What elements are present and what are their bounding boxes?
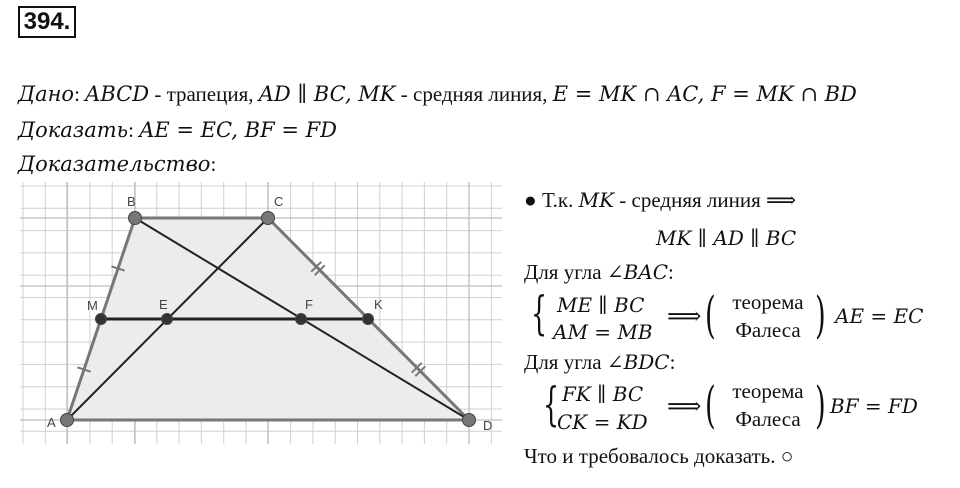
case1-result: AE = EC xyxy=(835,304,924,328)
proof-text-2: - средняя линия ⟹ xyxy=(614,188,797,212)
case1-row2: AM = MB xyxy=(553,320,653,344)
case2-paren-close: ) xyxy=(815,376,826,434)
label-c: C xyxy=(274,194,284,209)
case1-angle: ∠BAC xyxy=(606,260,669,284)
given-parallel: AD ∥ BC, MK xyxy=(258,82,396,106)
prove-statement: AE = EC, BF = FD xyxy=(139,118,338,142)
point-c xyxy=(262,212,275,225)
label-a: A xyxy=(47,415,56,430)
case1-title-text: Для угла xyxy=(524,260,607,284)
problem-number: 394. xyxy=(18,6,76,38)
proof-heading: Доказательство: xyxy=(18,152,217,176)
proof-line-1 xyxy=(524,188,796,213)
case1-theorem-2: Фалеса xyxy=(735,318,801,342)
point-b xyxy=(129,212,142,225)
case2-result: BF = FD xyxy=(830,394,918,418)
case2-angle: ∠BDC xyxy=(606,350,670,374)
case2-brace: { xyxy=(543,377,560,431)
case1-paren-open: ( xyxy=(705,286,716,344)
case1-row1: ME ∥ BC xyxy=(557,293,645,317)
label-k: K xyxy=(374,297,383,312)
point-k xyxy=(363,314,374,325)
case2-row1: FK ∥ BC xyxy=(562,382,644,406)
case2-paren-open: ( xyxy=(705,376,716,434)
label-d: D xyxy=(483,418,493,433)
label-m: M xyxy=(87,298,98,313)
case2-theorem-1: теорема xyxy=(732,379,804,403)
prove-line: Доказать: AE = EC, BF = FD xyxy=(18,118,338,142)
label-f: F xyxy=(305,297,313,312)
proof-mk: MK xyxy=(578,188,615,212)
trapezoid-figure xyxy=(20,182,502,444)
case1-title xyxy=(524,260,674,285)
case2-row2: CK = KD xyxy=(557,410,648,434)
case2-title xyxy=(524,350,675,375)
case1-implies: ⟹ xyxy=(667,302,702,330)
proof-line-2: MK ∥ AD ∥ BC xyxy=(656,226,797,250)
label-e: E xyxy=(159,297,168,312)
point-m xyxy=(96,314,107,325)
point-f xyxy=(296,314,307,325)
bullet: ● xyxy=(524,188,537,212)
point-e xyxy=(162,314,173,325)
proof-label: Доказательство xyxy=(18,152,211,176)
given-text-1: - трапеция, xyxy=(149,82,259,106)
case2-colon: : xyxy=(669,350,676,374)
given-text-2: - средняя линия, xyxy=(395,82,553,106)
label-b: B xyxy=(127,194,136,209)
point-d xyxy=(463,414,476,427)
given-intersections: E = MK ∩ AC, F = MK ∩ BD xyxy=(552,82,857,106)
case1-theorem-1: теорема xyxy=(732,290,804,314)
conclusion: Что и требовалось доказать. ○ xyxy=(524,444,794,468)
given-figure: ABCD xyxy=(85,82,150,106)
case1-brace: { xyxy=(531,286,548,340)
given-label: Дано xyxy=(18,82,75,106)
case2-implies: ⟹ xyxy=(667,392,702,420)
given-line: Дано: ABCD - трапеция, AD ∥ BC, MK - средняя линия, E = MK ∩ AC, F = MK ∩ BD xyxy=(18,82,857,106)
case1-colon: : xyxy=(668,260,674,284)
point-a xyxy=(61,414,74,427)
case1-paren-close: ) xyxy=(815,286,826,344)
prove-label: Доказать xyxy=(18,118,129,142)
proof-text: Т.к. xyxy=(536,188,579,212)
case2-title-text: Для угла xyxy=(524,350,607,374)
case2-theorem-2: Фалеса xyxy=(735,407,801,431)
